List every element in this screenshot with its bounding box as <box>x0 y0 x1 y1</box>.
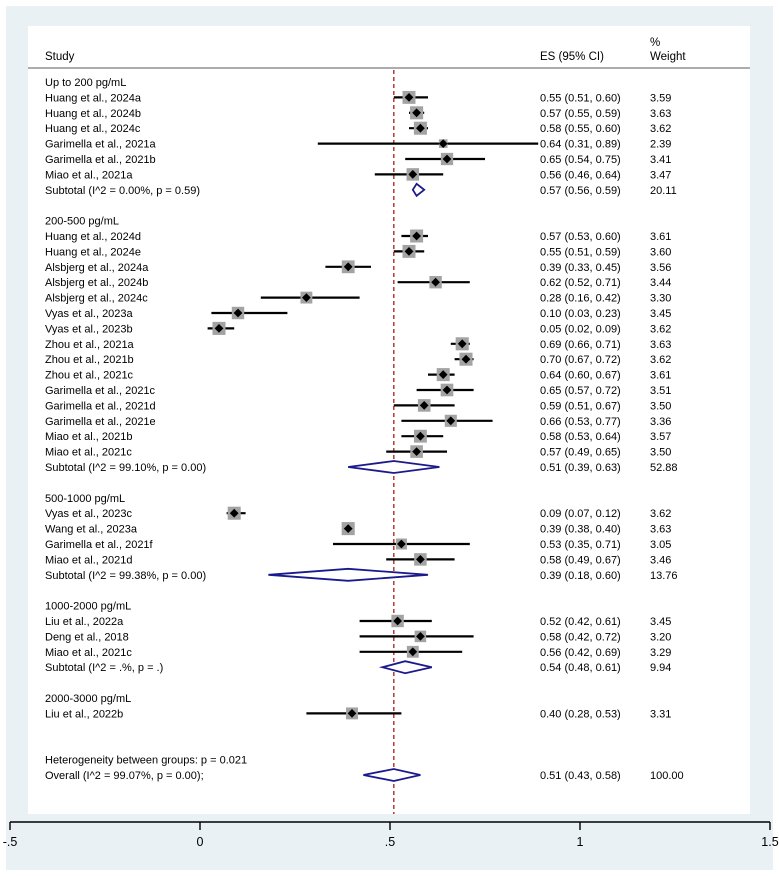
study-name: Garimella et al., 2021e <box>45 415 156 428</box>
weight-value: 3.31 <box>650 708 672 721</box>
es-ci-value: 0.64 (0.31, 0.89) <box>540 138 621 151</box>
es-ci-value: 0.57 (0.53, 0.60) <box>540 231 621 243</box>
es-ci-value: 0.65 (0.57, 0.72) <box>540 385 621 397</box>
es-ci-value: 0.54 (0.48, 0.61) <box>540 662 621 675</box>
weight-value: 3.36 <box>650 415 672 428</box>
weight-value: 9.94 <box>650 662 672 675</box>
es-ci-value: 0.53 (0.35, 0.71) <box>540 539 621 551</box>
study-name: Miao et al., 2021a <box>45 169 133 182</box>
study-name: Garimella et al., 2021f <box>45 539 153 551</box>
study-name: Zhou et al., 2021b <box>45 354 134 367</box>
study-name: Miao et al., 2021d <box>45 554 133 567</box>
weight-value: 3.20 <box>650 631 672 644</box>
column-header-es-ci: ES (95% CI) <box>540 51 604 63</box>
weight-value: 3.63 <box>650 523 672 536</box>
weight-value: 3.45 <box>650 616 672 628</box>
es-ci-value: 0.39 (0.18, 0.60) <box>540 569 621 582</box>
study-name: Huang et al., 2024a <box>45 92 142 105</box>
group-label: Up to 200 pg/mL <box>45 77 127 89</box>
weight-value: 3.62 <box>650 508 672 521</box>
es-ci-value: 0.70 (0.67, 0.72) <box>540 354 621 367</box>
es-ci-value: 0.09 (0.07, 0.12) <box>540 508 621 521</box>
study-name: Vyas et al., 2023c <box>45 508 133 521</box>
weight-value: 3.46 <box>650 554 672 567</box>
group-label: 2000-3000 pg/mL <box>45 693 132 705</box>
group-header-row <box>45 601 131 613</box>
es-ci-value: 0.51 (0.39, 0.63) <box>540 462 621 474</box>
weight-value: 3.50 <box>650 446 672 459</box>
study-name: Alsbjerg et al., 2024b <box>45 277 149 290</box>
weight-value: 3.44 <box>650 277 672 290</box>
weight-value: 3.62 <box>650 123 672 136</box>
weight-value: 3.61 <box>650 231 672 243</box>
weight-value: 3.62 <box>650 323 672 336</box>
es-ci-value: 0.59 (0.51, 0.67) <box>540 400 621 413</box>
es-ci-value: 0.64 (0.60, 0.67) <box>540 369 621 382</box>
study-name: Overall (I^2 = 99.07%, p = 0.00); <box>45 770 204 782</box>
es-ci-value: 0.69 (0.66, 0.71) <box>540 338 621 351</box>
study-name: Garimella et al., 2021d <box>45 400 156 413</box>
weight-value: 3.56 <box>650 261 672 274</box>
group-header-row <box>45 693 131 705</box>
study-name: Zhou et al., 2021a <box>45 338 134 351</box>
study-name: Zhou et al., 2021c <box>45 369 134 382</box>
es-ci-value: 0.51 (0.43, 0.58) <box>540 770 621 782</box>
column-header-weight: Weight <box>650 51 686 63</box>
group-label: 200-500 pg/mL <box>45 215 119 228</box>
column-header-study: Study <box>45 51 75 63</box>
column-header-percent: % <box>650 37 661 49</box>
study-name: Subtotal (I^2 = 0.00%, p = 0.59) <box>45 184 200 197</box>
study-name: Huang et al., 2024e <box>45 246 142 259</box>
study-name: Miao et al., 2021c <box>45 446 132 459</box>
es-ci-value: 0.10 (0.03, 0.23) <box>540 308 621 320</box>
weight-value: 3.63 <box>650 107 672 120</box>
study-name: Vyas et al., 2023a <box>45 308 133 320</box>
group-header-row <box>45 77 126 89</box>
study-name: Huang et al., 2024c <box>45 123 141 136</box>
weight-value: 3.51 <box>650 385 672 397</box>
group-label: 500-1000 pg/mL <box>45 492 126 505</box>
es-ci-value: 0.58 (0.55, 0.60) <box>540 123 621 136</box>
study-name: Miao et al., 2021c <box>45 646 132 659</box>
es-ci-value: 0.65 (0.54, 0.75) <box>540 154 621 166</box>
study-name: Huang et al., 2024d <box>45 231 142 243</box>
study-name: Garimella et al., 2021c <box>45 385 156 397</box>
weight-value: 3.60 <box>650 246 672 259</box>
weight-value: 3.45 <box>650 308 672 320</box>
study-name: Subtotal (I^2 = 99.38%, p = 0.00) <box>45 569 207 582</box>
x-axis-tick-label: 0 <box>196 835 204 849</box>
es-ci-value: 0.39 (0.38, 0.40) <box>540 523 621 536</box>
weight-value: 3.63 <box>650 338 672 351</box>
weight-value: 20.11 <box>650 184 677 197</box>
es-ci-value: 0.40 (0.28, 0.53) <box>540 708 621 721</box>
study-name: Liu et al., 2022a <box>45 616 124 628</box>
weight-value: 2.39 <box>650 138 672 151</box>
weight-value: 3.57 <box>650 431 672 444</box>
es-ci-value: 0.39 (0.33, 0.45) <box>540 261 621 274</box>
es-ci-value: 0.57 (0.56, 0.59) <box>540 184 621 197</box>
study-name: Liu et al., 2022b <box>45 708 124 721</box>
study-name: Vyas et al., 2023b <box>45 323 133 336</box>
es-ci-value: 0.56 (0.42, 0.69) <box>540 646 621 659</box>
es-ci-value: 0.62 (0.52, 0.71) <box>540 277 621 290</box>
study-name: Huang et al., 2024b <box>45 107 142 120</box>
group-header-row <box>45 493 125 505</box>
weight-value: 3.47 <box>650 169 672 182</box>
x-axis-tick-label: .5 <box>384 835 396 849</box>
study-name: Miao et al., 2021b <box>45 431 133 444</box>
es-ci-value: 0.55 (0.51, 0.59) <box>540 246 621 259</box>
study-name: Subtotal (I^2 = 99.10%, p = 0.00) <box>45 462 207 474</box>
weight-value: 3.50 <box>650 400 672 413</box>
study-name: Alsbjerg et al., 2024a <box>45 261 149 274</box>
study-name: Wang et al., 2023a <box>45 523 137 536</box>
es-ci-value: 0.05 (0.02, 0.09) <box>540 323 621 336</box>
group-header-row <box>45 216 119 228</box>
weight-value: 3.30 <box>650 292 672 305</box>
weight-value: 3.61 <box>650 369 672 382</box>
weight-value: 3.59 <box>650 92 672 105</box>
study-name: Alsbjerg et al., 2024c <box>45 292 148 305</box>
weight-value: 3.62 <box>650 354 672 367</box>
group-label: 1000-2000 pg/mL <box>45 600 132 613</box>
weight-value: 3.41 <box>650 154 672 166</box>
heterogeneity-note: Heterogeneity between groups: p = 0.021 <box>45 754 248 767</box>
study-name: Deng et al., 2018 <box>45 631 129 644</box>
es-ci-value: 0.58 (0.42, 0.72) <box>540 631 621 644</box>
x-axis-tick-label: 1.5 <box>761 835 779 849</box>
es-ci-value: 0.58 (0.49, 0.67) <box>540 554 621 567</box>
subtotal-row <box>45 569 678 582</box>
weight-value: 52.88 <box>650 462 678 474</box>
weight-value: 13.76 <box>650 569 678 582</box>
study-name: Garimella et al., 2021a <box>45 138 156 151</box>
es-ci-value: 0.55 (0.51, 0.60) <box>540 92 621 105</box>
study-name: Garimella et al., 2021b <box>45 154 156 166</box>
es-ci-value: 0.56 (0.46, 0.64) <box>540 169 621 182</box>
es-ci-value: 0.57 (0.55, 0.59) <box>540 107 621 120</box>
note-row <box>45 755 247 767</box>
es-ci-value: 0.52 (0.42, 0.61) <box>540 616 621 628</box>
es-ci-value: 0.28 (0.16, 0.42) <box>540 292 621 305</box>
es-ci-value: 0.58 (0.53, 0.64) <box>540 431 621 444</box>
x-axis-tick-label: -.5 <box>2 835 18 849</box>
study-name: Subtotal (I^2 = .%, p = .) <box>45 662 164 675</box>
es-ci-value: 0.57 (0.49, 0.65) <box>540 446 621 459</box>
es-ci-value: 0.66 (0.53, 0.77) <box>540 415 621 428</box>
weight-value: 3.05 <box>650 539 672 551</box>
weight-value: 100.00 <box>650 770 684 782</box>
weight-value: 3.29 <box>650 646 672 659</box>
x-axis-tick-label: 1 <box>576 835 584 849</box>
